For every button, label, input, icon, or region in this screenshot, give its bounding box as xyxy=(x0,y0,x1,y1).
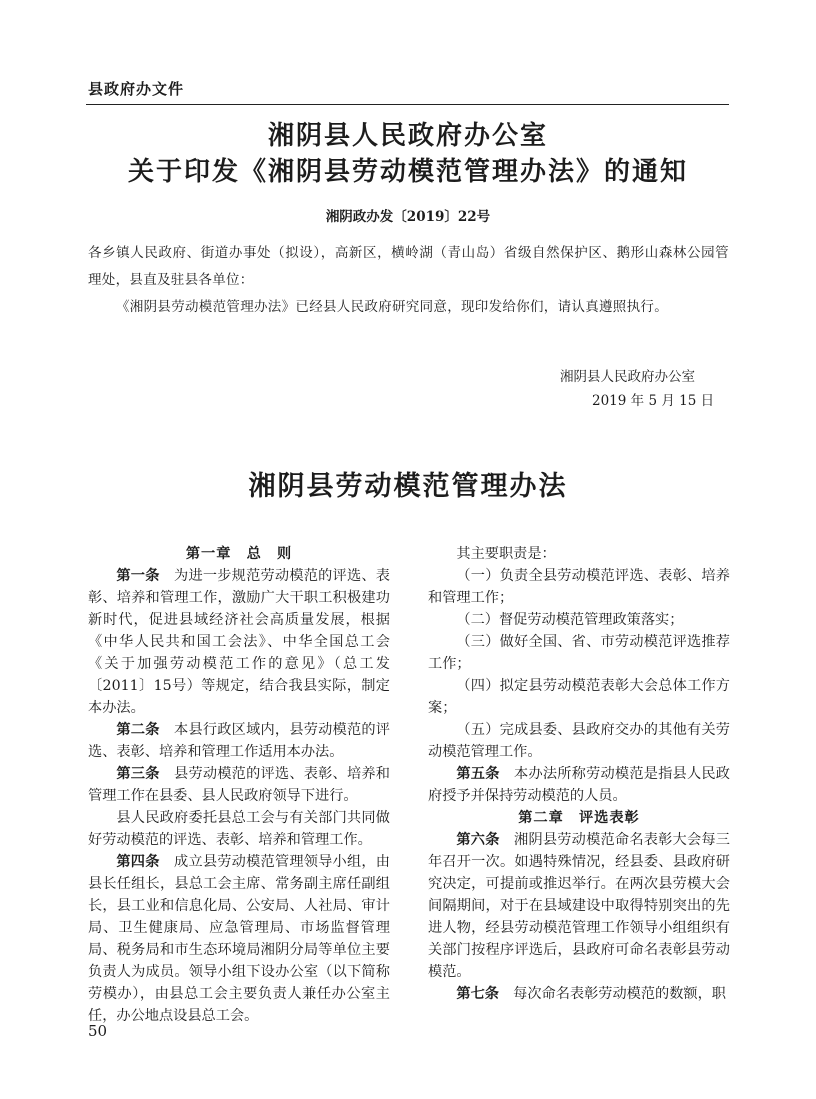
right-column xyxy=(428,543,730,1005)
chapter-2-title: 第二章 评选表彰 xyxy=(518,810,640,826)
duties-intro: 其主要职责是： xyxy=(456,546,556,562)
article-5-label: 第五条 xyxy=(456,766,500,782)
article-7 xyxy=(428,983,730,1005)
running-header: 县政府办文件 xyxy=(88,80,185,98)
left-column xyxy=(88,543,390,1027)
notice-title-line2: 关于印发《湘阴县劳动模范管理办法》的通知 xyxy=(127,157,688,187)
signature-date: 2019 年 5 月 15 日 xyxy=(592,393,715,409)
addressees: 各乡镇人民政府、街道办事处（拟设），高新区，横岭湖（青山岛）省级自然保护区、鹅形山森林公园管理处，县直及驻县各单位： xyxy=(88,245,729,288)
header-divider xyxy=(86,104,729,105)
article-3-label: 第三条 xyxy=(116,766,160,782)
article-7-text: 每次命名表彰劳动模范的数额，职 xyxy=(513,986,726,1002)
notice-body: 《湘阴县劳动模范管理办法》已经县人民政府研究同意，现印发给你们，请认真遵照执行。 xyxy=(116,299,668,315)
regulation-title: 湘阴县劳动模范管理办法 xyxy=(248,471,568,502)
article-6-label: 第六条 xyxy=(456,832,500,848)
page-number: 50 xyxy=(88,1022,108,1040)
article-7-label: 第七条 xyxy=(456,986,499,1002)
article-1-label: 第一条 xyxy=(116,568,160,584)
article-1-text: 为进一步规范劳动模范的评选、表彰、培养和管理工作，激励广大干职工积极建功新时代，促进县域经济社会高质量发展，根据《中华人民共和国工会法》、中华全国总工会《关于加强劳动模范工作的意见》（总工发〔2011〕15号）等规定，结合我县实际，制定本办法。 xyxy=(88,568,390,716)
article-4 xyxy=(88,851,390,1027)
article-2-text: 本县行政区域内，县劳动模范的评选、表彰、培养和管理工作适用本办法。 xyxy=(88,722,390,760)
document-number: 湘阴政办发〔2019〕22号 xyxy=(325,209,491,225)
notice-title-line1: 湘阴县人民政府办公室 xyxy=(267,121,548,151)
article-4-label: 第四条 xyxy=(116,854,160,870)
article-4-text: 成立县劳动模范管理领导小组，由县长任组长，县总工会主席、常务副主席任副组长，县工业和信息化局、公安局、人社局、审计局、卫生健康局、应急管理局、市场监督管理局、税务局和市生态环境局湘阴分局等单位主要负责人为成员。领导小组下设办公室（以下简称劳模办），由县总工会主要负责人兼任办公室主任，办公地点设县总工会。 xyxy=(88,854,390,1024)
duty-4: （四）拟定县劳动模范表彰大会总体工作方案； xyxy=(428,678,730,716)
signature-organization: 湘阴县人民政府办公室 xyxy=(560,369,695,385)
article-3-text: 县劳动模范的评选、表彰、培养和管理工作在县委、县人民政府领导下进行。 xyxy=(88,766,390,804)
article-6 xyxy=(428,829,730,983)
article-5 xyxy=(428,763,730,807)
duty-5: （五）完成县委、县政府交办的其他有关劳动模范管理工作。 xyxy=(428,722,730,760)
duty-3: （三）做好全国、省、市劳动模范评选推荐工作； xyxy=(428,634,730,672)
article-2-label: 第二条 xyxy=(116,722,160,738)
duty-2: （二）督促劳动模范管理政策落实； xyxy=(456,612,684,628)
article-3 xyxy=(88,763,390,807)
chapter-1-title: 第一章 总 则 xyxy=(185,546,293,562)
article-3-paragraph-2: 县人民政府委托县总工会与有关部门共同做好劳动模范的评选、表彰、培养和管理工作。 xyxy=(88,810,390,848)
article-5-text: 本办法所称劳动模范是指县人民政府授予并保持劳动模范的人员。 xyxy=(428,766,730,804)
article-1 xyxy=(88,565,390,719)
article-6-text: 湘阴县劳动模范命名表彰大会每三年召开一次。如遇特殊情况，经县委、县政府研究决定，可提前或推迟举行。在两次县劳模大会间隔期间，对于在县域建设中取得特别突出的先进人物，经县劳动模范管理工作领导小组组织有关部门按程序评选后，县政府可命名表彰县劳动模范。 xyxy=(428,832,730,980)
article-2 xyxy=(88,719,390,763)
duty-1: （一）负责全县劳动模范评选、表彰、培养和管理工作； xyxy=(428,568,730,606)
